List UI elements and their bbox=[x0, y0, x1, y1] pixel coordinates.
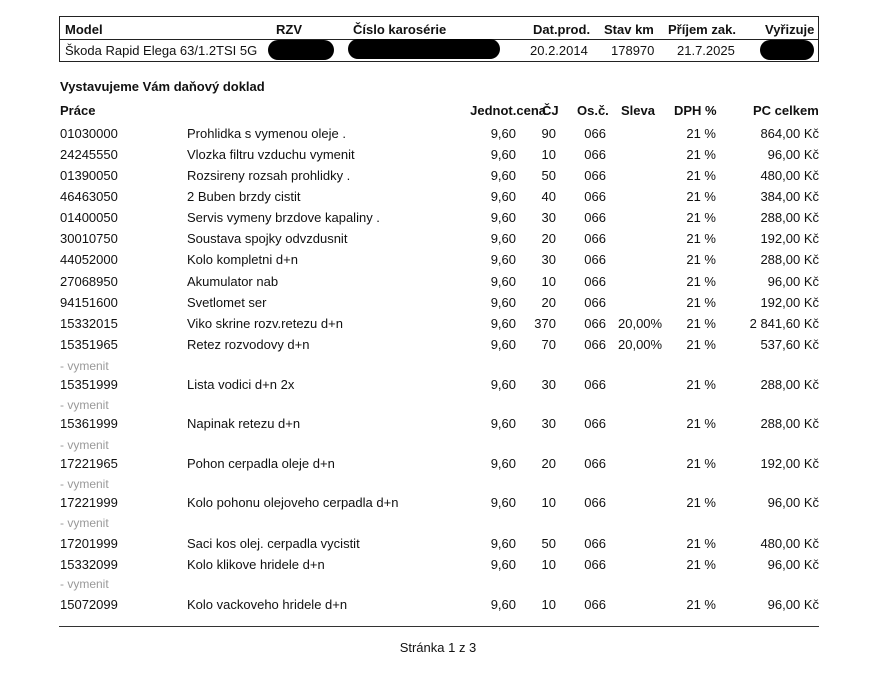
item-vat: 21 % bbox=[686, 126, 716, 141]
item-vat: 21 % bbox=[686, 168, 716, 183]
label-received: Příjem zak. bbox=[668, 22, 736, 37]
item-code: 15332015 bbox=[60, 316, 118, 331]
table-row bbox=[0, 189, 876, 209]
item-cj: 70 bbox=[541, 337, 556, 352]
item-unit-price: 9,60 bbox=[490, 274, 516, 289]
item-total: 864,00 Kč bbox=[760, 126, 819, 141]
col-unit-price: Jednot.cena bbox=[470, 103, 546, 118]
item-cj: 10 bbox=[541, 147, 556, 162]
item-cj: 10 bbox=[541, 557, 556, 572]
item-code: 15361999 bbox=[60, 416, 118, 431]
item-code: 94151600 bbox=[60, 295, 118, 310]
bottom-rule bbox=[59, 626, 819, 627]
item-osc: 066 bbox=[584, 252, 606, 267]
item-unit-price: 9,60 bbox=[490, 126, 516, 141]
item-unit-price: 9,60 bbox=[490, 495, 516, 510]
item-note: - vymenit bbox=[60, 438, 109, 452]
item-unit-price: 9,60 bbox=[490, 252, 516, 267]
item-total: 288,00 Kč bbox=[760, 210, 819, 225]
item-osc: 066 bbox=[584, 597, 606, 612]
col-work: Práce bbox=[60, 103, 96, 118]
redaction-handler bbox=[760, 40, 814, 60]
item-code: 01030000 bbox=[60, 126, 118, 141]
table-row bbox=[0, 416, 876, 436]
item-vat: 21 % bbox=[686, 337, 716, 352]
item-vat: 21 % bbox=[686, 252, 716, 267]
item-vat: 21 % bbox=[686, 416, 716, 431]
item-code: 15351999 bbox=[60, 377, 118, 392]
item-note: - vymenit bbox=[60, 516, 109, 530]
item-unit-price: 9,60 bbox=[490, 189, 516, 204]
item-vat: 21 % bbox=[686, 147, 716, 162]
table-row bbox=[0, 295, 876, 315]
item-unit-price: 9,60 bbox=[490, 210, 516, 225]
item-cj: 20 bbox=[541, 456, 556, 471]
item-osc: 066 bbox=[584, 274, 606, 289]
item-vat: 21 % bbox=[686, 597, 716, 612]
item-osc: 066 bbox=[584, 147, 606, 162]
item-code: 17221999 bbox=[60, 495, 118, 510]
col-vat: DPH % bbox=[674, 103, 717, 118]
item-vat: 21 % bbox=[686, 536, 716, 551]
item-discount: 20,00% bbox=[618, 316, 663, 331]
item-cj: 10 bbox=[541, 495, 556, 510]
item-vat: 21 % bbox=[686, 274, 716, 289]
item-description: Soustava spojky odvzdusnit bbox=[187, 231, 348, 246]
item-code: 15351965 bbox=[60, 337, 118, 352]
item-osc: 066 bbox=[584, 295, 606, 310]
label-mileage: Stav km bbox=[604, 22, 654, 37]
table-row bbox=[0, 456, 876, 476]
item-description: Servis vymeny brzdove kapaliny . bbox=[187, 210, 380, 225]
col-osc: Os.č. bbox=[577, 103, 609, 118]
item-osc: 066 bbox=[584, 168, 606, 183]
item-cj: 30 bbox=[541, 210, 556, 225]
item-total: 537,60 Kč bbox=[760, 337, 819, 352]
item-vat: 21 % bbox=[686, 231, 716, 246]
item-description: Rozsireny rozsah prohlidky . bbox=[187, 168, 351, 183]
table-row bbox=[0, 536, 876, 556]
item-vat: 21 % bbox=[686, 316, 716, 331]
item-total: 192,00 Kč bbox=[760, 456, 819, 471]
table-row bbox=[0, 126, 876, 146]
item-note: - vymenit bbox=[60, 577, 109, 591]
item-vat: 21 % bbox=[686, 377, 716, 392]
table-row bbox=[0, 252, 876, 272]
table-row bbox=[0, 597, 876, 617]
item-cj: 30 bbox=[541, 416, 556, 431]
col-total: PC celkem bbox=[753, 103, 819, 118]
item-unit-price: 9,60 bbox=[490, 536, 516, 551]
item-cj: 40 bbox=[541, 189, 556, 204]
table-row bbox=[0, 495, 876, 515]
item-osc: 066 bbox=[584, 189, 606, 204]
item-osc: 066 bbox=[584, 416, 606, 431]
item-vat: 21 % bbox=[686, 495, 716, 510]
item-vat: 21 % bbox=[686, 557, 716, 572]
item-total: 288,00 Kč bbox=[760, 377, 819, 392]
item-cj: 370 bbox=[534, 316, 556, 331]
table-row bbox=[0, 316, 876, 336]
item-cj: 10 bbox=[541, 274, 556, 289]
item-code: 17221965 bbox=[60, 456, 118, 471]
item-code: 30010750 bbox=[60, 231, 118, 246]
table-row bbox=[0, 168, 876, 188]
item-total: 192,00 Kč bbox=[760, 231, 819, 246]
table-row bbox=[0, 231, 876, 251]
page-number: Stránka 1 z 3 bbox=[399, 640, 477, 655]
item-unit-price: 9,60 bbox=[490, 456, 516, 471]
redaction-rzv bbox=[268, 40, 334, 60]
item-osc: 066 bbox=[584, 536, 606, 551]
item-osc: 066 bbox=[584, 456, 606, 471]
item-total: 96,00 Kč bbox=[767, 147, 819, 162]
invoice-title: Vystavujeme Vám daňový doklad bbox=[60, 79, 265, 94]
item-osc: 066 bbox=[584, 231, 606, 246]
item-unit-price: 9,60 bbox=[490, 377, 516, 392]
item-unit-price: 9,60 bbox=[490, 147, 516, 162]
item-osc: 066 bbox=[584, 495, 606, 510]
item-osc: 066 bbox=[584, 126, 606, 141]
item-vat: 21 % bbox=[686, 210, 716, 225]
value-model: Škoda Rapid Elega 63/1.2TSI 5G bbox=[65, 43, 258, 58]
item-description: Retez rozvodovy d+n bbox=[187, 337, 310, 352]
item-total: 96,00 Kč bbox=[767, 597, 819, 612]
redaction-body-number bbox=[348, 39, 500, 59]
item-description: Saci kos olej. cerpadla vycistit bbox=[187, 536, 360, 551]
item-description: Kolo klikove hridele d+n bbox=[187, 557, 325, 572]
table-row bbox=[0, 337, 876, 357]
item-description: Kolo pohonu olejoveho cerpadla d+n bbox=[187, 495, 399, 510]
item-osc: 066 bbox=[584, 316, 606, 331]
value-mileage: 178970 bbox=[611, 43, 655, 58]
item-description: Akumulator nab bbox=[187, 274, 279, 289]
item-code: 46463050 bbox=[60, 189, 118, 204]
value-production-date: 20.2.2014 bbox=[530, 43, 588, 58]
item-vat: 21 % bbox=[686, 295, 716, 310]
label-body-number: Číslo karosérie bbox=[353, 22, 447, 37]
item-code: 01400050 bbox=[60, 210, 118, 225]
value-received: 21.7.2025 bbox=[677, 43, 735, 58]
col-cj: ČJ bbox=[542, 103, 559, 118]
item-cj: 10 bbox=[541, 597, 556, 612]
item-unit-price: 9,60 bbox=[490, 337, 516, 352]
item-total: 96,00 Kč bbox=[767, 495, 819, 510]
item-code: 15332099 bbox=[60, 557, 118, 572]
item-description: Lista vodici d+n 2x bbox=[187, 377, 295, 392]
item-total: 384,00 Kč bbox=[760, 189, 819, 204]
item-note: - vymenit bbox=[60, 477, 109, 491]
item-cj: 50 bbox=[541, 536, 556, 551]
item-osc: 066 bbox=[584, 557, 606, 572]
item-description: Svetlomet ser bbox=[187, 295, 267, 310]
item-total: 2 841,60 Kč bbox=[749, 316, 819, 331]
item-unit-price: 9,60 bbox=[490, 557, 516, 572]
label-model: Model bbox=[65, 22, 103, 37]
item-description: Kolo kompletni d+n bbox=[187, 252, 298, 267]
item-code: 17201999 bbox=[60, 536, 118, 551]
item-total: 96,00 Kč bbox=[767, 557, 819, 572]
item-note: - vymenit bbox=[60, 398, 109, 412]
item-description: Napinak retezu d+n bbox=[187, 416, 301, 431]
item-description: Vlozka filtru vzduchu vymenit bbox=[187, 147, 355, 162]
item-code: 24245550 bbox=[60, 147, 118, 162]
item-discount: 20,00% bbox=[618, 337, 663, 352]
item-cj: 20 bbox=[541, 231, 556, 246]
table-row bbox=[0, 274, 876, 294]
item-unit-price: 9,60 bbox=[490, 597, 516, 612]
item-unit-price: 9,60 bbox=[490, 295, 516, 310]
item-total: 192,00 Kč bbox=[760, 295, 819, 310]
item-total: 288,00 Kč bbox=[760, 416, 819, 431]
item-code: 44052000 bbox=[60, 252, 118, 267]
item-total: 96,00 Kč bbox=[767, 274, 819, 289]
item-cj: 90 bbox=[541, 126, 556, 141]
table-row bbox=[0, 210, 876, 230]
item-description: Viko skrine rozv.retezu d+n bbox=[187, 316, 343, 331]
item-osc: 066 bbox=[584, 210, 606, 225]
item-cj: 50 bbox=[541, 168, 556, 183]
item-vat: 21 % bbox=[686, 456, 716, 471]
item-osc: 066 bbox=[584, 337, 606, 352]
col-discount: Sleva bbox=[621, 103, 655, 118]
item-unit-price: 9,60 bbox=[490, 316, 516, 331]
table-row bbox=[0, 557, 876, 577]
item-cj: 30 bbox=[541, 377, 556, 392]
item-description: Kolo vackoveho hridele d+n bbox=[187, 597, 348, 612]
item-cj: 30 bbox=[541, 252, 556, 267]
item-unit-price: 9,60 bbox=[490, 416, 516, 431]
item-note: - vymenit bbox=[60, 359, 109, 373]
label-handler: Vyřizuje bbox=[765, 22, 815, 37]
item-code: 27068950 bbox=[60, 274, 118, 289]
label-rzv: RZV bbox=[276, 22, 302, 37]
item-description: Pohon cerpadla oleje d+n bbox=[187, 456, 335, 471]
item-total: 288,00 Kč bbox=[760, 252, 819, 267]
item-description: Prohlidka s vymenou oleje . bbox=[187, 126, 346, 141]
item-unit-price: 9,60 bbox=[490, 168, 516, 183]
item-total: 480,00 Kč bbox=[760, 536, 819, 551]
item-code: 01390050 bbox=[60, 168, 118, 183]
table-row bbox=[0, 377, 876, 397]
item-total: 480,00 Kč bbox=[760, 168, 819, 183]
item-cj: 20 bbox=[541, 295, 556, 310]
item-code: 15072099 bbox=[60, 597, 118, 612]
item-osc: 066 bbox=[584, 377, 606, 392]
label-production-date: Dat.prod. bbox=[533, 22, 591, 37]
item-vat: 21 % bbox=[686, 189, 716, 204]
item-unit-price: 9,60 bbox=[490, 231, 516, 246]
item-description: 2 Buben brzdy cistit bbox=[187, 189, 301, 204]
table-row bbox=[0, 147, 876, 167]
